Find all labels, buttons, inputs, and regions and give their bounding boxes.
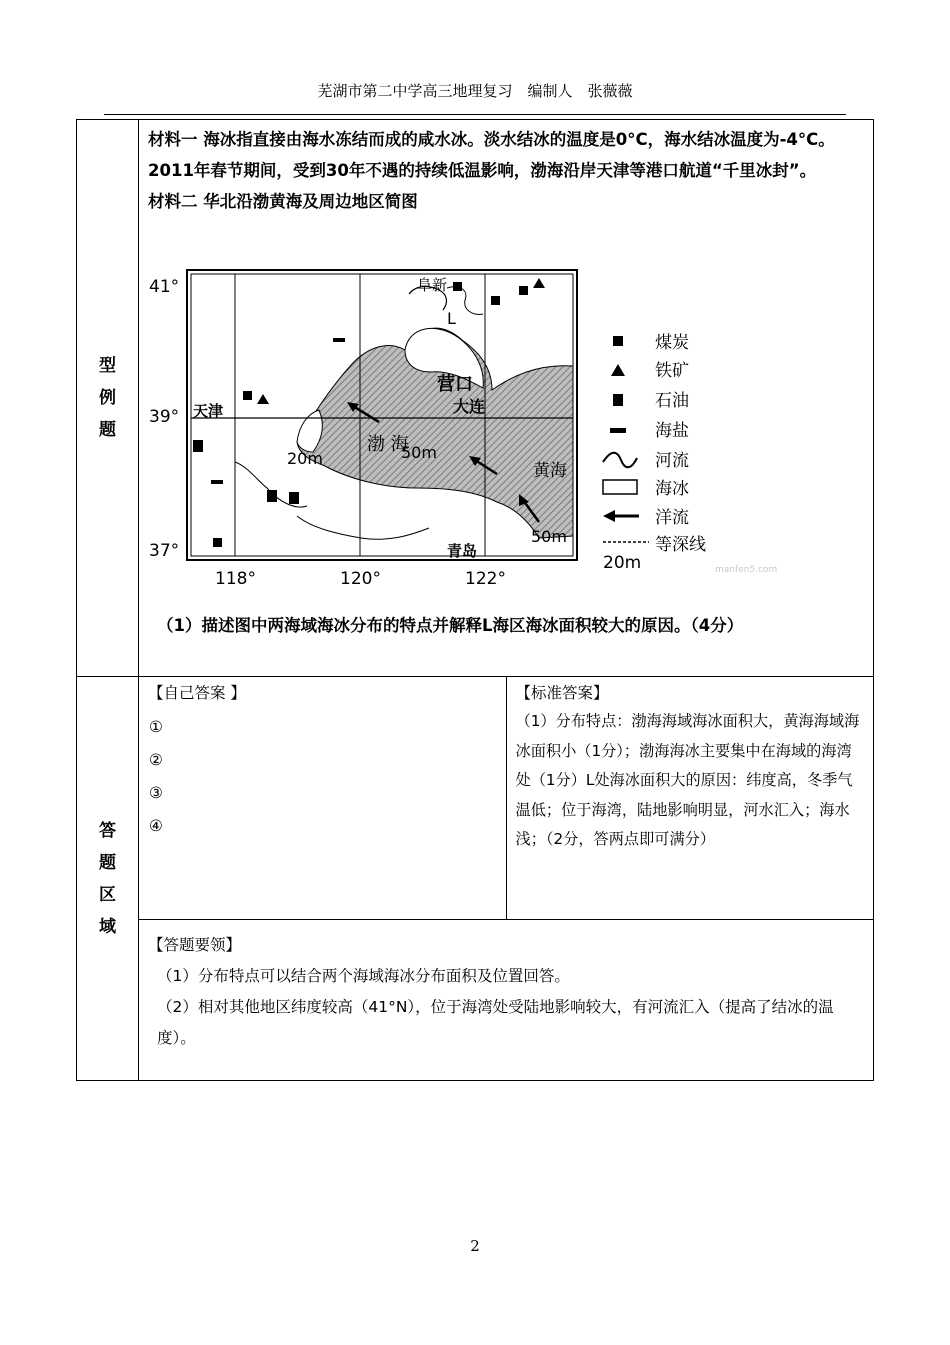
own-answer-title: 【自己答案 】 [148,684,246,702]
page-header: 芜湖市第二中学高三地理复习 编制人 张薇薇 [317,82,633,100]
svg-text:洋流: 洋流 [655,508,689,528]
header-rule [104,114,846,115]
standard-answer-title: 【标准答案】 [515,684,609,702]
question-cell [139,120,874,677]
region-map [147,266,778,589]
worksheet-table [76,119,874,1081]
section-label-answer: 答 题 区 域 [77,677,139,1081]
own-answer-bullet-3: ③ [149,784,163,802]
oil-icon [613,394,623,406]
material-1: 材料一 海冰指直接由海水冻结而成的咸水冰。淡水结冰的温度是0°C，海水结冰温度为-4°C。2011年春节期间，受到30年不遇的持续低温影响，渤海沿岸天津等港口航道“千里冰封”。 [148,130,835,180]
sea-ice-icon [603,480,637,494]
svg-text:石油: 石油 [655,391,689,411]
standard-answer-text: （1）分布特点：渤海海域海冰面积大，黄海海域海冰面积小（1分）；渤海海冰主要集中在海域的海湾处（1分）L处海冰面积大的原因：纬度高，冬季气温低；位于海湾，陆地影响明显，河水汇入；海水浅；（2分，答两点即可满分） [515,712,860,848]
lon-118-label: 118° [215,569,256,589]
place-tianjin: 天津 [193,402,224,420]
svg-text:铁矿: 铁矿 [655,361,689,381]
svg-text:河流: 河流 [655,451,689,471]
own-answer-bullet-1: ① [149,718,163,736]
sea-bohai-label: 渤 海 [367,434,409,455]
lat-41-label: 41° [149,277,180,297]
depth-50m-label-bohai: 50m [401,443,437,462]
section-label-example: 型 例 题 [77,120,139,677]
sea-huanghai-label: 黄海 [533,461,567,481]
legend-20m-label: 20m [603,553,642,573]
svg-text:海盐: 海盐 [655,421,689,441]
svg-text:煤炭: 煤炭 [655,333,689,353]
own-answer-cell[interactable] [139,677,507,920]
lon-120-label: 120° [340,569,381,589]
depth-20m-label: 20m [287,449,323,468]
lat-39-label: 39° [149,407,180,427]
own-answer-bullet-4: ④ [149,817,163,835]
region-L-label: L [447,309,456,328]
own-answer-bullet-2: ② [149,751,163,769]
svg-text:海冰: 海冰 [655,479,689,499]
place-yingkou: 营口 [437,374,473,395]
tips-line-1: （1）分布特点可以结合两个海域海冰分布面积及位置回答。 [157,967,570,985]
place-fuxin: 阜新 [417,276,448,294]
iron-ore-icon [611,364,625,376]
place-qingdao: 青岛 [447,542,478,560]
standard-answer-cell [506,677,874,920]
lat-37-label: 37° [149,541,180,561]
depth-50m-label-huanghai: 50m [531,527,567,546]
material-2: 材料二 华北沿渤黄海及周边地区简图 [148,192,418,211]
tips-title: 【答题要领】 [148,936,242,954]
watermark: manfen5.com [715,565,778,575]
place-dalian: 大连 [453,397,486,416]
lon-122-label: 122° [465,569,506,589]
map-legend [603,333,706,573]
tips-cell [139,920,874,1081]
question-1: （1）描述图中两海域海冰分布的特点并解释L海区海冰面积较大的原因。（4分） [157,616,744,635]
svg-text:等深线: 等深线 [655,535,706,555]
tips-line-2: （2）相对其他地区纬度较高（41°N），位于海湾处受陆地影响较大，有河流汇入（提高了结冰的温度）。 [157,998,834,1047]
coal-icon [613,336,623,346]
page-number: 2 [470,1237,480,1255]
sea-salt-icon [610,428,626,433]
river-icon [603,453,637,468]
